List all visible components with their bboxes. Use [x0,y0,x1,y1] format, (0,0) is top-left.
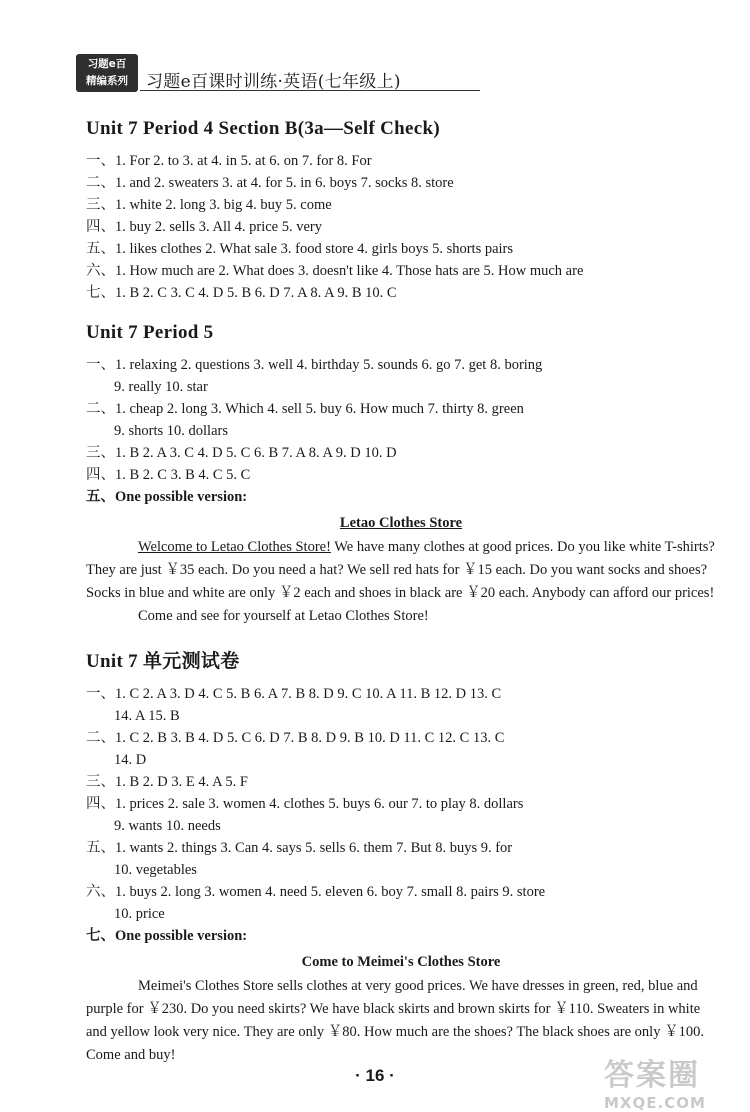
answer-line: 四、1. prices 2. sale 3. women 4. clothes 5. buys 6. our 7. to play 8. dollars [86,796,524,812]
answer-line: 四、1. B 2. C 3. B 4. C 5. C [86,467,251,483]
answer-line: 一、1. C 2. A 3. D 4. C 5. B 6. A 7. B 8. D 9. C 10. A 11. B 12. D 13. C [86,686,502,702]
answer-line-continued: 9. shorts 10. dollars [114,423,228,439]
essay-paragraph: Come and see for yourself at Letao Clothes Store! [138,608,429,624]
header-rule [140,90,480,91]
answer-line: 二、1. C 2. B 3. B 4. D 5. C 6. D 7. B 8. D 9. B 10. D 11. C 12. C 13. C [86,730,505,746]
answer-line: 六、1. How much are 2. What does 3. doesn't like 4. Those hats are 5. How much are [86,263,584,279]
answer-line: 二、1. and 2. sweaters 3. at 4. for 5. in 6. boys 7. socks 8. store [86,175,454,191]
answer-line-continued: 10. price [114,906,165,922]
section-title: Unit 7 单元测试卷 [86,651,240,672]
answer-line: 二、1. cheap 2. long 3. Which 4. sell 5. buy 6. How much 7. thirty 8. green [86,401,524,417]
answer-line-continued: 10. vegetables [114,862,197,878]
answer-line: 五、1. wants 2. things 3. Can 4. says 5. sells 6. them 7. But 8. buys 9. for [86,840,513,856]
page-header [76,54,676,94]
essay-title: Letao Clothes Store [339,515,463,531]
answer-line: 一、1. relaxing 2. questions 3. well 4. birthday 5. sounds 6. go 7. get 8. boring [86,357,543,373]
section-title: Unit 7 Period 4 Section B(3a—Self Check) [86,118,440,139]
answer-line-continued: 14. D [114,752,147,768]
essay-label: 五、One possible version: [86,489,248,505]
answer-line: 三、1. B 2. A 3. C 4. D 5. C 6. B 7. A 8. A 9. D 10. D [86,445,397,461]
essay-label: 七、One possible version: [86,928,248,944]
answer-line: 五、1. likes clothes 2. What sale 3. food store 4. girls boys 5. shorts pairs [86,241,514,257]
answer-content [86,118,716,1085]
section-unit7-period5 [86,322,716,628]
watermark-url: MXQE.COM [604,1094,706,1112]
essay-paragraph [86,536,716,605]
answer-line-continued: 9. really 10. star [114,379,208,395]
watermark-logo-text: 答案圈 [604,1058,700,1093]
answer-line: 六、1. buys 2. long 3. women 4. need 5. eleven 6. boy 7. small 8. pairs 9. store [86,884,546,900]
section-unit7-test [86,646,716,1067]
essay-paragraph: Meimei's Clothes Store sells clothes at very good prices. We have dresses in green, red, blue and purple for ￥230. Do you need skirts? We have black skirts and brown skirts for ￥110. Sweaters in white and yellow look very nice. They are only ￥80. How much are the shoes? The black shoes are only ￥100. Come and buy! [86,978,704,1063]
logo-line-1: 习题e百 [87,58,127,70]
logo-line-2: 精编系列 [86,75,128,87]
essay-title: Come to Meimei's Clothes Store [301,954,501,970]
answer-line: 一、1. For 2. to 3. at 4. in 5. at 6. on 7. for 8. For [86,153,372,169]
answer-line-continued: 14. A 15. B [114,708,180,724]
section-title: Unit 7 Period 5 [86,322,214,343]
section-unit7-period4 [86,118,716,304]
essay-first-sentence: Welcome to Letao Clothes Store! [138,539,331,555]
essay-paragraph-rest: We have many clothes at good prices. Do you like white T-shirts? They are just ￥35 each. Do you need a hat? We sell red hats for ￥15 each. Do you want socks and shoes? Socks in blue and white are only ￥2 each and shoes in black are ￥20 each. Anybody can afford our prices! [86,539,715,601]
answer-line: 四、1. buy 2. sells 3. All 4. price 5. very [86,219,323,235]
series-logo [76,54,138,92]
page-number: · 16 · [355,1066,395,1085]
book-title: 习题e百课时训练·英语(七年级上) [146,72,401,92]
answer-line: 三、1. white 2. long 3. big 4. buy 5. come [86,197,332,213]
site-watermark [604,1050,722,1112]
answer-line: 三、1. B 2. D 3. E 4. A 5. F [86,774,248,790]
answer-line-continued: 9. wants 10. needs [114,818,221,834]
answer-line: 七、1. B 2. C 3. C 4. D 5. B 6. D 7. A 8. A 9. B 10. C [86,285,397,301]
